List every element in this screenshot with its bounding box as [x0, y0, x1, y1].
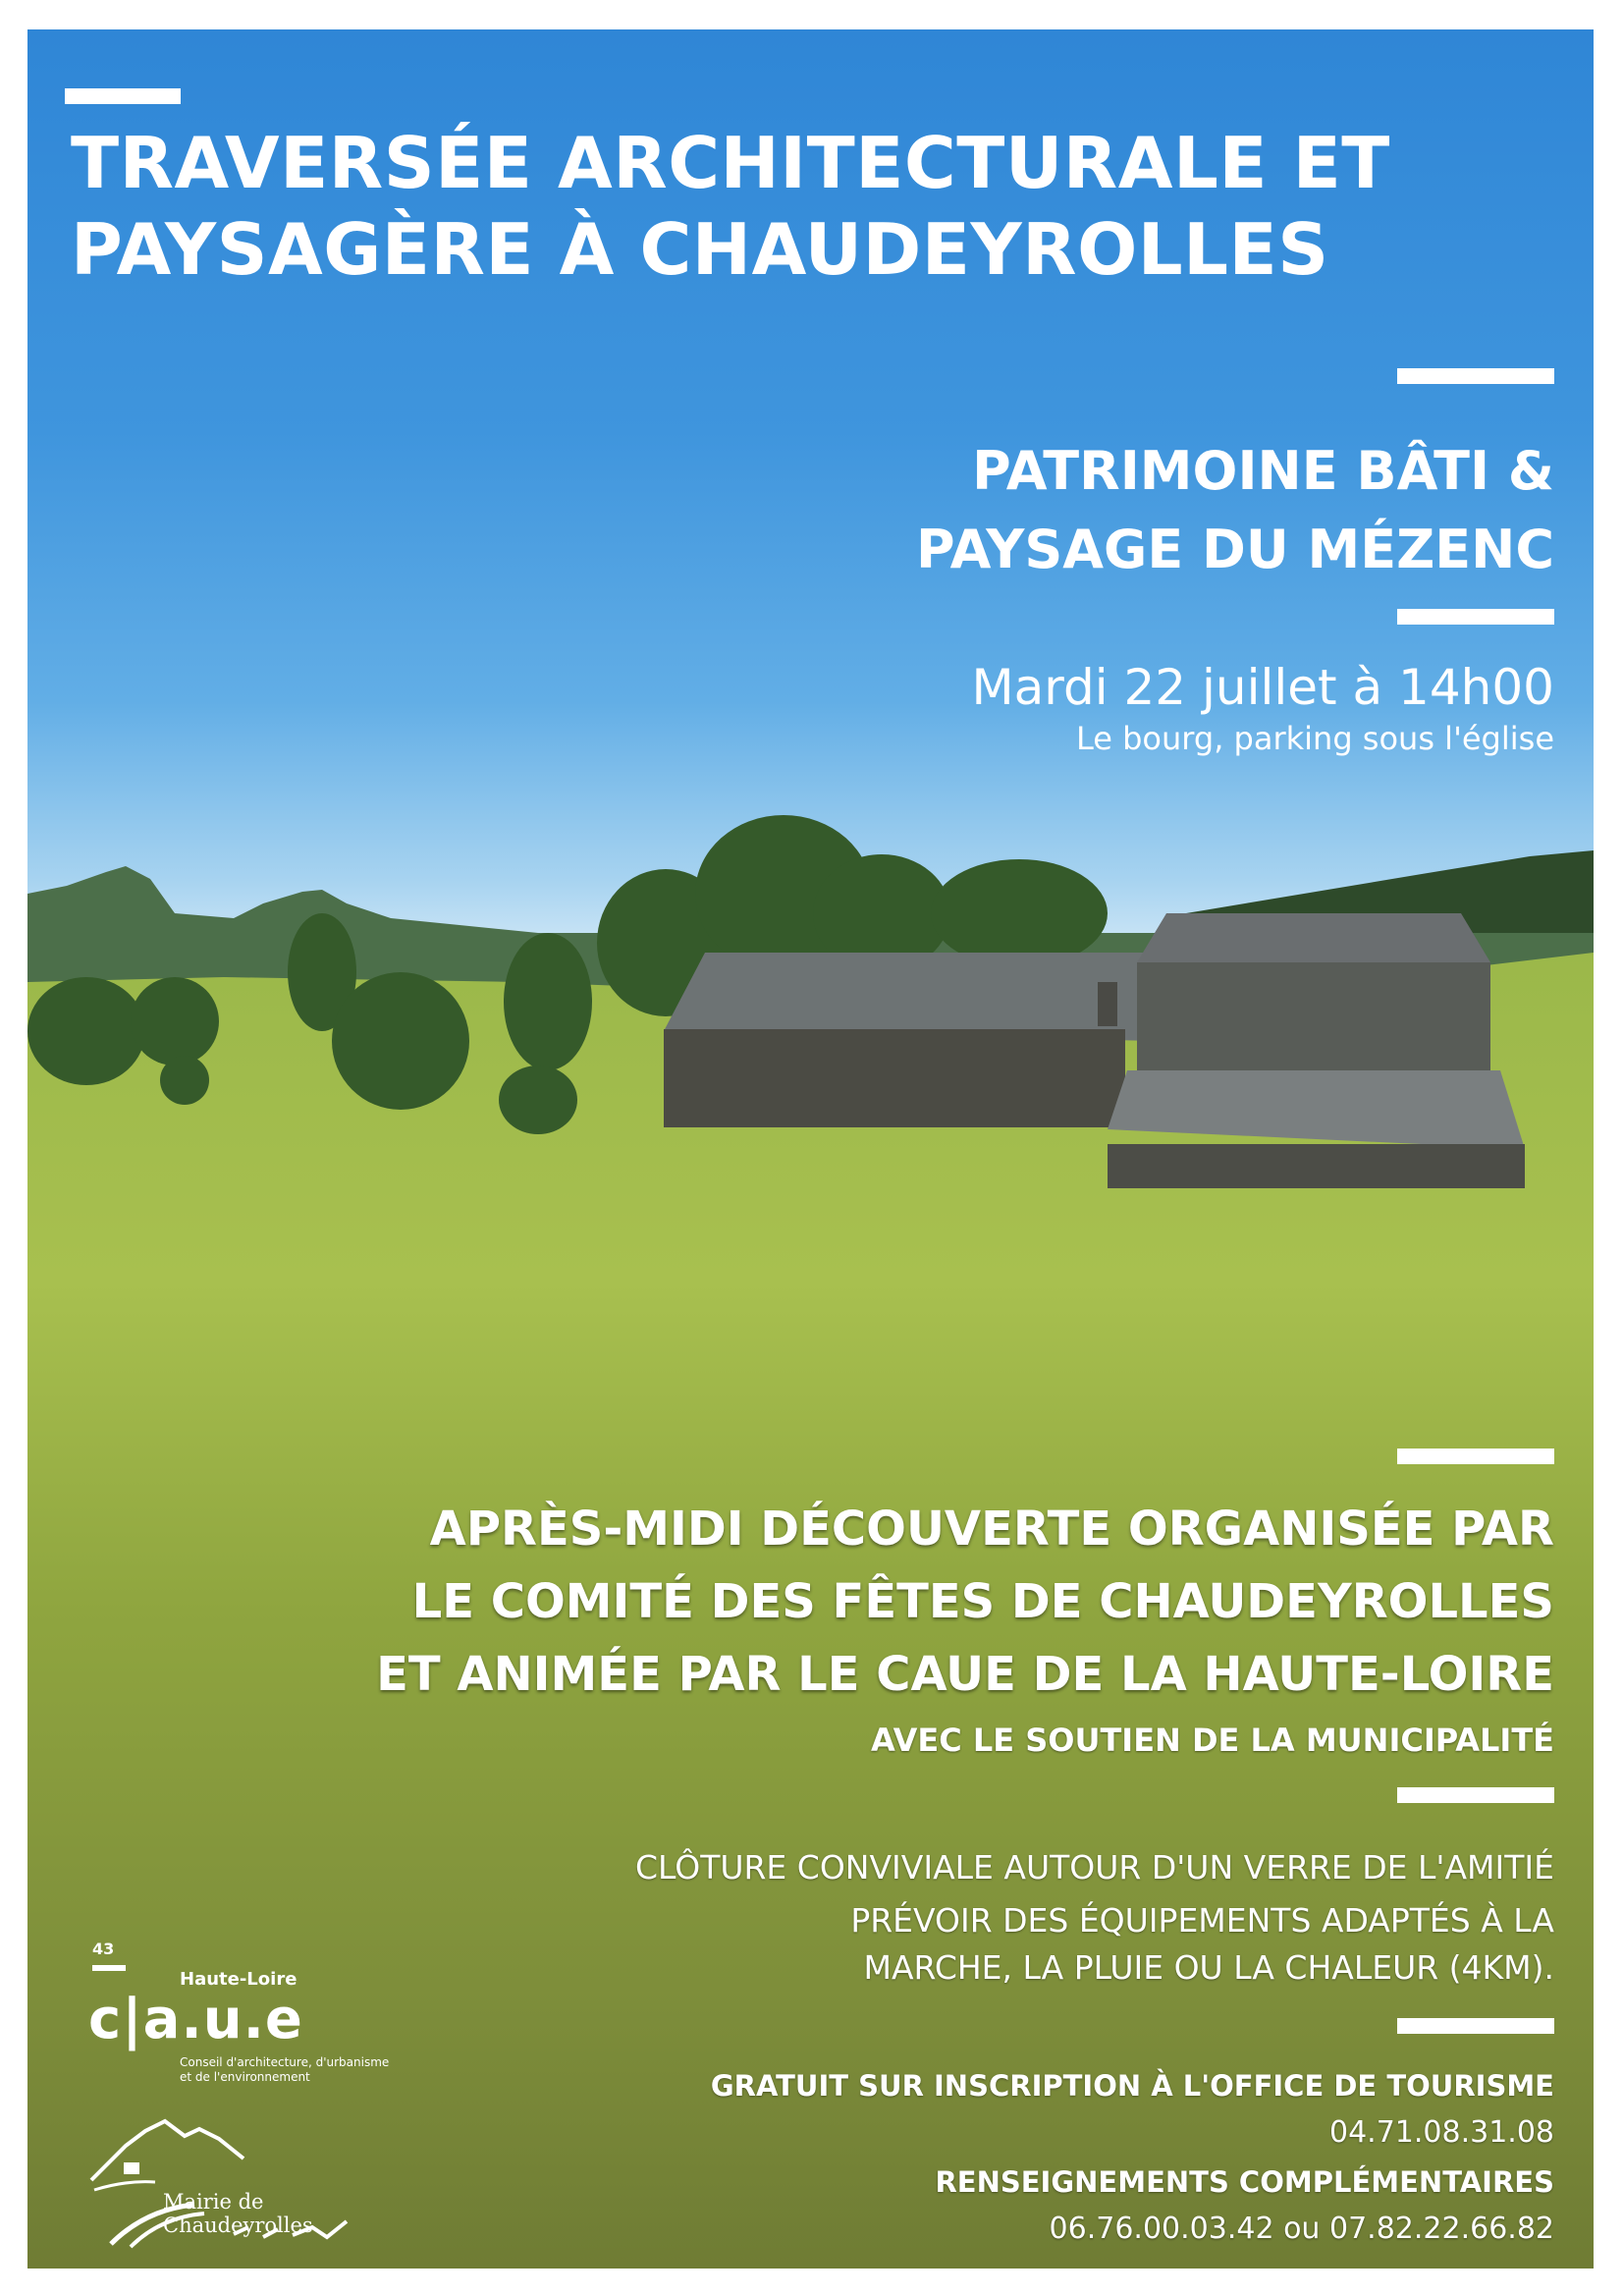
organisation-line-3: ET ANIMÉE PAR LE CAUE DE LA HAUTE-LOIRE: [376, 1647, 1554, 1702]
equipment-line-2: MARCHE, LA PLUIE OU LA CHALEUR (4KM).: [863, 1948, 1554, 1987]
caue-wordmark: c|a.u.e: [88, 1988, 303, 2051]
support-text: AVEC LE SOUTIEN DE LA MUNICIPALITÉ: [870, 1722, 1554, 1759]
info-block: [523, 2159, 1554, 2252]
organisation-line-1: APRÈS-MIDI DÉCOUVERTE ORGANISÉE PAR: [429, 1502, 1554, 1557]
caue-dash: [92, 1965, 126, 1971]
divider-bar-5: [1397, 2018, 1554, 2034]
organisation-text: [180, 1493, 1554, 1711]
divider-bar-2: [1397, 609, 1554, 625]
divider-bar-4: [1397, 1787, 1554, 1803]
registration-block: [523, 2062, 1554, 2156]
divider-bar-1: [1397, 368, 1554, 384]
closing-text: CLÔTURE CONVIVIALE AUTOUR D'UN VERRE DE L'AMITIÉ: [634, 1848, 1554, 1886]
caue-logo: [86, 1940, 390, 2087]
subtitle-line-1: PATRIMOINE BÂTI &: [972, 440, 1554, 502]
equipment-line-1: PRÉVOIR DES ÉQUIPEMENTS ADAPTÉS À LA: [850, 1901, 1554, 1940]
registration-label: GRATUIT SUR INSCRIPTION À L'OFFICE DE TOURISME: [710, 2069, 1554, 2103]
event-place: Le bourg, parking sous l'église: [1075, 720, 1554, 757]
title-line-1: TRAVERSÉE ARCHITECTURALE ET: [71, 122, 1390, 204]
mairie-logo: [86, 2111, 371, 2249]
caue-subtitle-line-1: Conseil d'architecture, d'urbanisme: [180, 2055, 390, 2069]
divider-bar-3: [1397, 1449, 1554, 1464]
caue-subtitle-line-2: et de l'environnement: [180, 2070, 310, 2084]
title-line-2: PAYSAGÈRE À CHAUDEYROLLES: [71, 208, 1329, 291]
organisation-line-2: LE COMITÉ DES FÊTES DE CHAUDEYROLLES: [411, 1574, 1554, 1629]
mairie-name: Mairie de Chaudeyrolles: [163, 2190, 313, 2237]
equipment-text: [523, 1897, 1554, 1992]
tourism-office-phone: 04.71.08.31.08: [1328, 2115, 1554, 2150]
caue-number: 43: [92, 1940, 115, 1958]
poster: [27, 29, 1594, 2269]
info-phones: 06.76.00.03.42 ou 07.82.22.66.82: [1049, 2212, 1554, 2246]
caue-subtitle: [180, 2055, 435, 2085]
caue-region: Haute-Loire: [180, 1969, 298, 1990]
subtitle-line-2: PAYSAGE DU MÉZENC: [915, 519, 1554, 580]
divider-bar-top-left: [65, 88, 181, 104]
event-date: Mardi 22 juillet à 14h00: [971, 659, 1554, 716]
poster-title: [71, 120, 1563, 293]
poster-subtitle: [671, 432, 1554, 589]
info-label: RENSEIGNEMENTS COMPLÉMENTAIRES: [935, 2165, 1554, 2199]
